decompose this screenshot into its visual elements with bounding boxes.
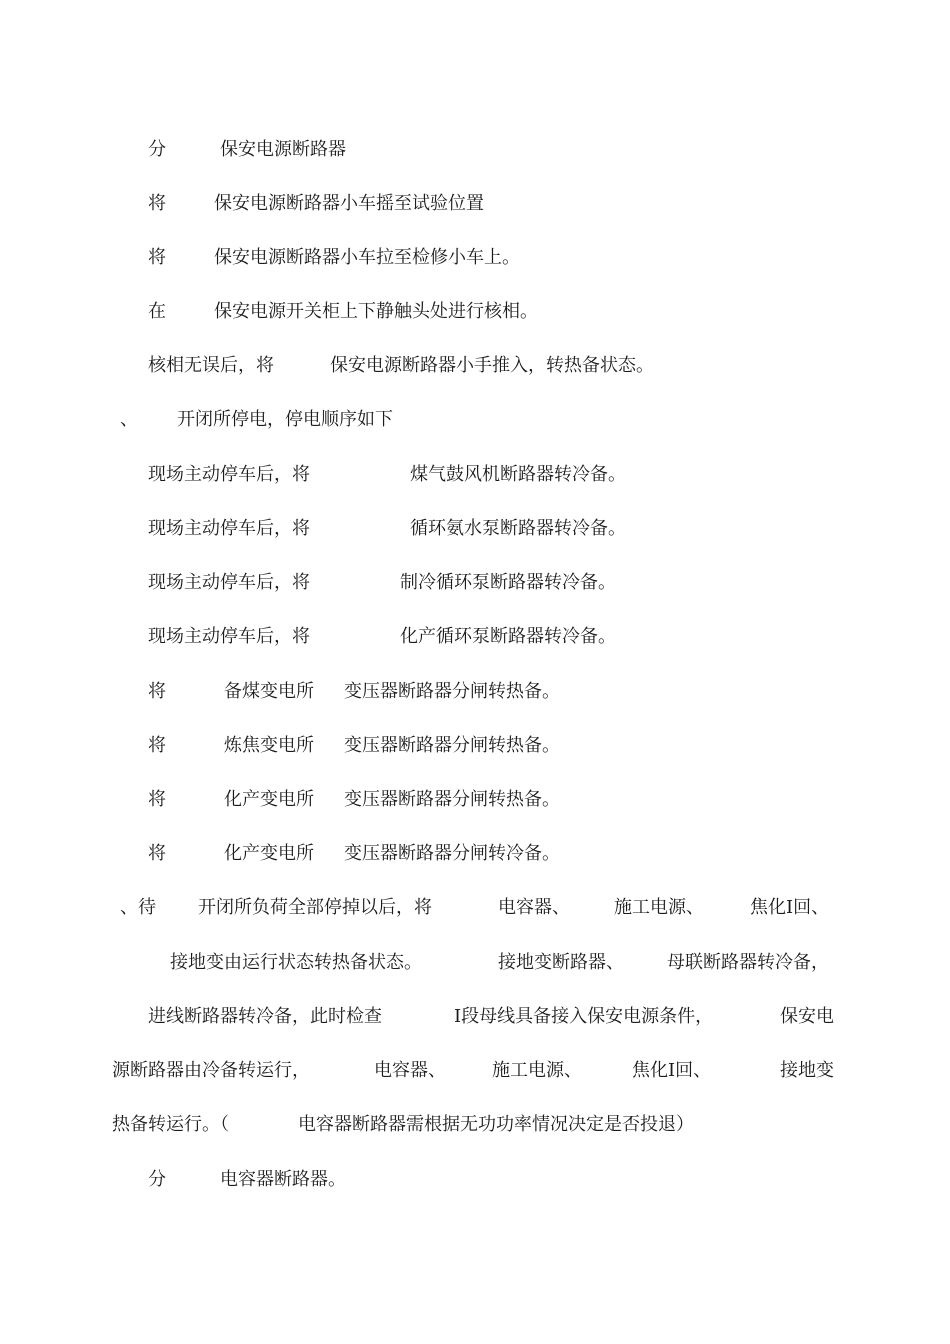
text-segment: 保安电 xyxy=(780,1006,834,1027)
text-line xyxy=(0,351,950,383)
text-segment: 电容器断路器。 xyxy=(220,1169,346,1190)
text-line xyxy=(0,893,950,925)
text-segment: 施工电源、 xyxy=(492,1060,582,1081)
text-segment: 电容器、 xyxy=(374,1060,446,1081)
text-segment: 分 xyxy=(148,139,166,160)
text-segment: 进线断路器转冷备，此时检查 xyxy=(148,1006,382,1027)
text-segment: 制冷循环泵断路器转冷备。 xyxy=(400,572,616,593)
section-heading xyxy=(0,405,950,437)
text-line xyxy=(0,1056,950,1088)
text-line xyxy=(0,135,950,167)
text-segment: 现场主动停车后，将 xyxy=(148,464,310,485)
text-segment: 、待 xyxy=(120,897,156,918)
text-segment: 保安电源断路器小车摇至试验位置 xyxy=(214,193,484,214)
text-segment: 开闭所负荷全部停掉以后，将 xyxy=(198,897,432,918)
text-segment: 变压器断路器分闸转冷备。 xyxy=(344,843,560,864)
text-segment: 变压器断路器分闸转热备。 xyxy=(344,789,560,810)
text-segment: 将 xyxy=(148,843,166,864)
text-segment: 现场主动停车后，将 xyxy=(148,518,310,539)
text-segment: 焦化Ⅰ回、 xyxy=(632,1060,712,1081)
text-segment: 将 xyxy=(148,247,166,268)
text-segment: 在 xyxy=(148,301,166,322)
text-segment: 将 xyxy=(148,193,166,214)
text-segment: 保安电源断路器小手推入，转热备状态。 xyxy=(330,355,654,376)
text-segment: 接地变由运行状态转热备状态。 xyxy=(170,952,422,973)
text-segment: 将 xyxy=(148,681,166,702)
text-segment: 炼焦变电所 xyxy=(224,735,314,756)
text-line xyxy=(0,243,950,275)
text-segment: 化产变电所 xyxy=(224,789,314,810)
text-line xyxy=(0,839,950,871)
text-segment: 电容器断路器需根据无功功率情况决定是否投退） xyxy=(298,1114,694,1135)
text-segment: 电容器、 xyxy=(498,897,570,918)
text-segment: 现场主动停车后，将 xyxy=(148,572,310,593)
text-segment: 煤气鼓风机断路器转冷备。 xyxy=(410,464,626,485)
text-segment: 将 xyxy=(148,789,166,810)
text-line xyxy=(0,677,950,709)
text-segment: 焦化Ⅰ回、 xyxy=(750,897,830,918)
text-line xyxy=(0,460,950,492)
text-segment: 母联断路器转冷备， xyxy=(667,952,829,973)
text-segment: 变压器断路器分闸转热备。 xyxy=(344,735,560,756)
text-segment: 分 xyxy=(148,1169,166,1190)
text-line xyxy=(0,297,950,329)
text-line xyxy=(0,1002,950,1034)
text-segment: 保安电源断路器小车拉至检修小车上。 xyxy=(214,247,520,268)
text-line xyxy=(0,1110,950,1142)
text-segment: 核相无误后，将 xyxy=(148,355,274,376)
text-segment: Ⅰ段母线具备接入保安电源条件， xyxy=(454,1006,714,1027)
text-line xyxy=(0,514,950,546)
text-segment: 热备转运行。（ xyxy=(112,1114,229,1135)
text-segment: 现场主动停车后，将 xyxy=(148,626,310,647)
text-segment: 施工电源、 xyxy=(614,897,704,918)
text-segment: 保安电源断路器 xyxy=(220,139,346,160)
text-segment: 化产变电所 xyxy=(224,843,314,864)
text-segment: 将 xyxy=(148,735,166,756)
text-segment: 保安电源开关柜上下静触头处进行核相。 xyxy=(214,301,538,322)
text-line xyxy=(0,568,950,600)
text-line xyxy=(0,731,950,763)
text-segment: 接地变断路器、 xyxy=(498,952,624,973)
text-line xyxy=(0,189,950,221)
text-segment: 接地变 xyxy=(780,1060,834,1081)
text-segment: 源断路器由冷备转运行， xyxy=(112,1060,310,1081)
text-segment: 化产循环泵断路器转冷备。 xyxy=(400,626,616,647)
text-line xyxy=(0,622,950,654)
text-segment: 变压器断路器分闸转热备。 xyxy=(344,681,560,702)
text-segment: 、 xyxy=(120,409,138,430)
text-segment: 循环氨水泵断路器转冷备。 xyxy=(410,518,626,539)
text-line xyxy=(0,1165,950,1197)
text-segment: 开闭所停电，停电顺序如下 xyxy=(177,409,393,430)
text-line xyxy=(0,948,950,980)
text-segment: 备煤变电所 xyxy=(224,681,314,702)
text-line xyxy=(0,785,950,817)
